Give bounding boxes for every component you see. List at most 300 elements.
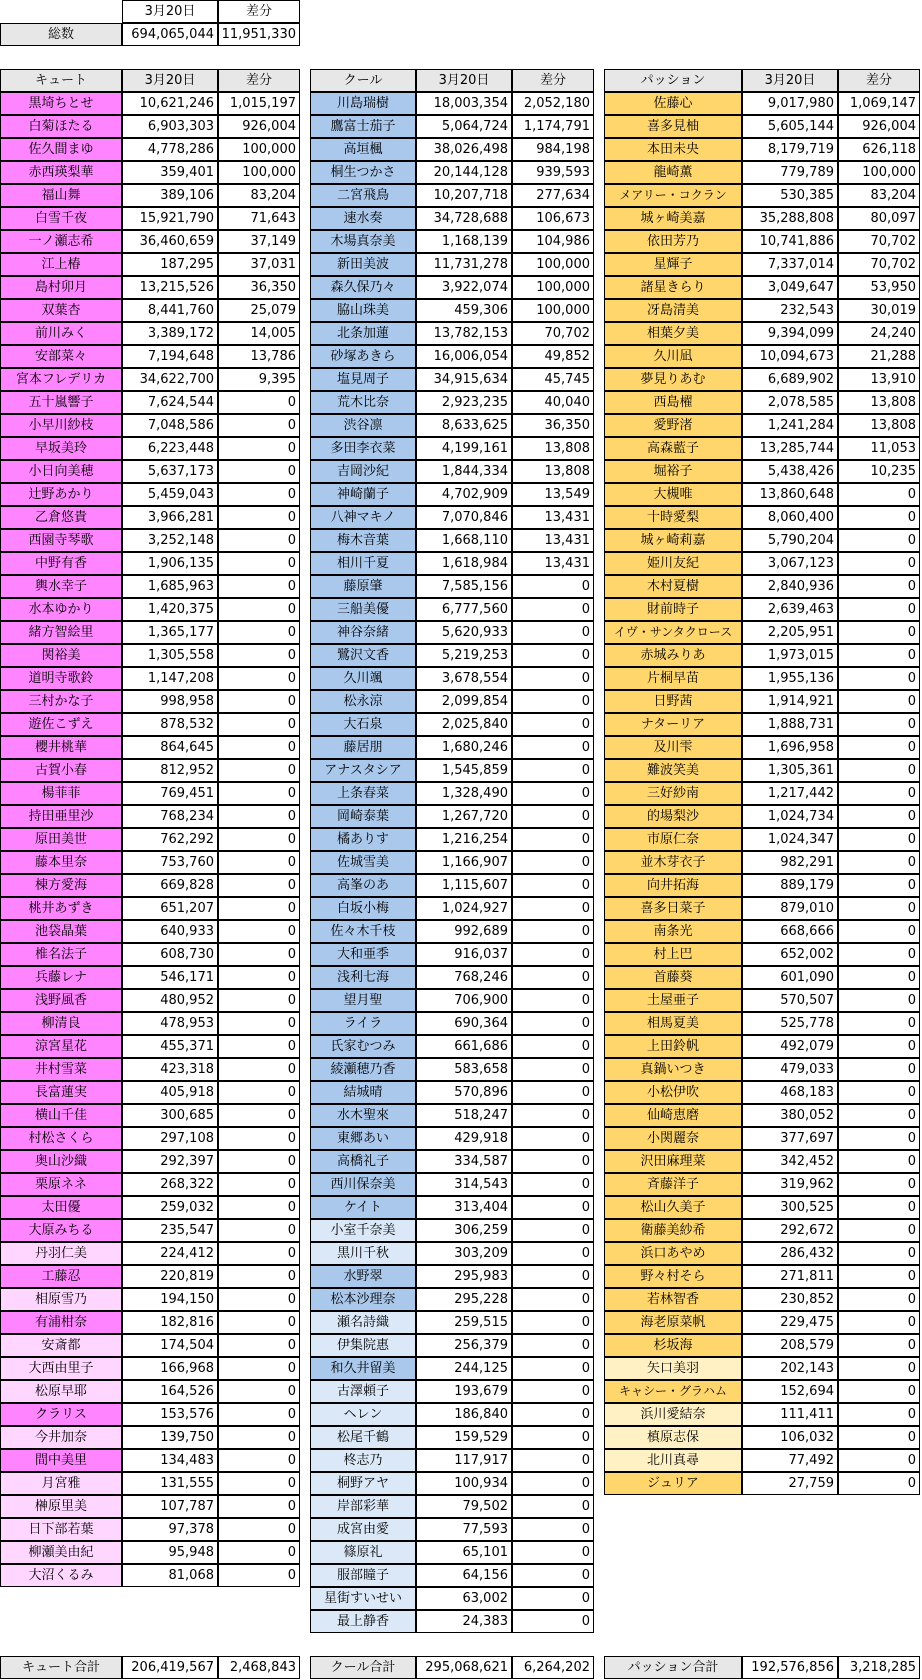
cute-date-header[interactable]: 3月20日 xyxy=(122,69,218,92)
cool-diff-cell[interactable]: 0 xyxy=(512,1265,594,1288)
passion-idol-name-cell[interactable]: キャシー・グラハム xyxy=(604,1380,742,1403)
cute-diff-cell[interactable]: 0 xyxy=(218,460,300,483)
cool-idol-name-cell[interactable]: 八神マキノ xyxy=(310,506,416,529)
cool-idol-name-cell[interactable]: 氏家むつみ xyxy=(310,1035,416,1058)
cute-value-cell[interactable]: 5,637,173 xyxy=(122,460,218,483)
cute-idol-name-cell[interactable]: 宮本フレデリカ xyxy=(0,368,122,391)
cute-idol-name-cell[interactable]: 関裕美 xyxy=(0,644,122,667)
passion-value-cell[interactable]: 1,888,731 xyxy=(742,713,838,736)
cute-idol-name-cell[interactable]: 奥山沙織 xyxy=(0,1150,122,1173)
cool-diff-cell[interactable]: 984,198 xyxy=(512,138,594,161)
cute-idol-name-cell[interactable]: 楊菲菲 xyxy=(0,782,122,805)
grand-total-value[interactable]: 694,065,044 xyxy=(122,23,218,46)
cute-diff-cell[interactable]: 14,005 xyxy=(218,322,300,345)
cute-idol-name-cell[interactable]: 日下部若葉 xyxy=(0,1518,122,1541)
passion-idol-name-cell[interactable]: 本田未央 xyxy=(604,138,742,161)
passion-diff-cell[interactable]: 0 xyxy=(838,598,920,621)
cool-diff-cell[interactable]: 0 xyxy=(512,1610,594,1633)
cute-value-cell[interactable]: 405,918 xyxy=(122,1081,218,1104)
passion-idol-name-cell[interactable]: イヴ・サンタクロース xyxy=(604,621,742,644)
passion-idol-name-cell[interactable]: 赤城みりあ xyxy=(604,644,742,667)
cute-diff-cell[interactable]: 0 xyxy=(218,966,300,989)
cool-value-cell[interactable]: 3,922,074 xyxy=(416,276,512,299)
passion-value-cell[interactable]: 1,217,442 xyxy=(742,782,838,805)
cool-value-cell[interactable]: 18,003,354 xyxy=(416,92,512,115)
passion-idol-name-cell[interactable]: 海老原菜帆 xyxy=(604,1311,742,1334)
passion-idol-name-cell[interactable]: 土屋亜子 xyxy=(604,989,742,1012)
cool-diff-cell[interactable]: 0 xyxy=(512,989,594,1012)
passion-value-cell[interactable]: 2,205,951 xyxy=(742,621,838,644)
cute-diff-cell[interactable]: 0 xyxy=(218,1288,300,1311)
cool-value-cell[interactable]: 7,585,156 xyxy=(416,575,512,598)
cute-value-cell[interactable]: 6,903,303 xyxy=(122,115,218,138)
cute-diff-cell[interactable]: 0 xyxy=(218,1081,300,1104)
cute-idol-name-cell[interactable]: 横山千佳 xyxy=(0,1104,122,1127)
cool-total-value[interactable]: 295,068,621 xyxy=(416,1656,512,1679)
cool-diff-cell[interactable]: 0 xyxy=(512,874,594,897)
cute-diff-cell[interactable]: 0 xyxy=(218,391,300,414)
cute-value-cell[interactable]: 651,207 xyxy=(122,897,218,920)
cool-diff-cell[interactable]: 0 xyxy=(512,966,594,989)
cute-value-cell[interactable]: 998,958 xyxy=(122,690,218,713)
passion-idol-name-cell[interactable]: 斉藤洋子 xyxy=(604,1173,742,1196)
cute-idol-name-cell[interactable]: 月宮雅 xyxy=(0,1472,122,1495)
passion-diff-cell[interactable]: 0 xyxy=(838,1311,920,1334)
passion-diff-cell[interactable]: 11,053 xyxy=(838,437,920,460)
passion-idol-name-cell[interactable]: 財前時子 xyxy=(604,598,742,621)
cute-idol-name-cell[interactable]: 丹羽仁美 xyxy=(0,1242,122,1265)
cool-diff-cell[interactable]: 0 xyxy=(512,1472,594,1495)
cool-idol-name-cell[interactable]: 橘ありす xyxy=(310,828,416,851)
cool-idol-name-cell[interactable]: 上条春菜 xyxy=(310,782,416,805)
cute-value-cell[interactable]: 389,106 xyxy=(122,184,218,207)
cool-value-cell[interactable]: 1,168,139 xyxy=(416,230,512,253)
passion-idol-name-cell[interactable]: 真鍋いつき xyxy=(604,1058,742,1081)
cool-value-cell[interactable]: 518,247 xyxy=(416,1104,512,1127)
cute-value-cell[interactable]: 194,150 xyxy=(122,1288,218,1311)
passion-value-cell[interactable]: 525,778 xyxy=(742,1012,838,1035)
cool-value-cell[interactable]: 1,545,859 xyxy=(416,759,512,782)
cool-diff-cell[interactable]: 0 xyxy=(512,713,594,736)
cute-value-cell[interactable]: 812,952 xyxy=(122,759,218,782)
cool-idol-name-cell[interactable]: 大和亜季 xyxy=(310,943,416,966)
passion-diff-cell[interactable]: 0 xyxy=(838,1472,920,1495)
cool-idol-name-cell[interactable]: 北条加蓮 xyxy=(310,322,416,345)
cute-diff-cell[interactable]: 1,015,197 xyxy=(218,92,300,115)
cool-diff-cell[interactable]: 100,000 xyxy=(512,276,594,299)
cool-idol-name-cell[interactable]: 高橋礼子 xyxy=(310,1150,416,1173)
cute-idol-name-cell[interactable]: 椎名法子 xyxy=(0,943,122,966)
passion-idol-name-cell[interactable]: 日野茜 xyxy=(604,690,742,713)
passion-idol-name-cell[interactable]: 城ヶ崎美嘉 xyxy=(604,207,742,230)
cool-diff-cell[interactable]: 0 xyxy=(512,736,594,759)
passion-value-cell[interactable]: 3,067,123 xyxy=(742,552,838,575)
passion-idol-name-cell[interactable]: 並木芽衣子 xyxy=(604,851,742,874)
cute-diff-cell[interactable]: 13,786 xyxy=(218,345,300,368)
cute-idol-name-cell[interactable]: 前川みく xyxy=(0,322,122,345)
cute-idol-name-cell[interactable]: 輿水幸子 xyxy=(0,575,122,598)
cool-value-cell[interactable]: 768,246 xyxy=(416,966,512,989)
cool-diff-cell[interactable]: 0 xyxy=(512,598,594,621)
passion-diff-cell[interactable]: 0 xyxy=(838,943,920,966)
cute-idol-name-cell[interactable]: 安斎都 xyxy=(0,1334,122,1357)
cute-idol-name-cell[interactable]: 双葉杏 xyxy=(0,299,122,322)
cute-diff-cell[interactable]: 0 xyxy=(218,805,300,828)
passion-value-cell[interactable]: 152,694 xyxy=(742,1380,838,1403)
passion-diff-cell[interactable]: 70,702 xyxy=(838,230,920,253)
cool-value-cell[interactable]: 295,228 xyxy=(416,1288,512,1311)
cute-value-cell[interactable]: 297,108 xyxy=(122,1127,218,1150)
passion-idol-name-cell[interactable]: 相馬夏美 xyxy=(604,1012,742,1035)
passion-diff-cell[interactable]: 13,808 xyxy=(838,414,920,437)
cute-idol-name-cell[interactable]: 早坂美玲 xyxy=(0,437,122,460)
cute-diff-cell[interactable]: 0 xyxy=(218,1357,300,1380)
cute-idol-name-cell[interactable]: 原田美世 xyxy=(0,828,122,851)
cute-idol-name-cell[interactable]: 榊原里美 xyxy=(0,1495,122,1518)
passion-diff-cell[interactable]: 0 xyxy=(838,644,920,667)
cute-idol-name-cell[interactable]: 小早川紗枝 xyxy=(0,414,122,437)
passion-idol-name-cell[interactable]: 片桐早苗 xyxy=(604,667,742,690)
cool-idol-name-cell[interactable]: 佐城雪美 xyxy=(310,851,416,874)
cute-value-cell[interactable]: 95,948 xyxy=(122,1541,218,1564)
cute-diff-cell[interactable]: 0 xyxy=(218,621,300,644)
cute-diff-cell[interactable]: 0 xyxy=(218,506,300,529)
cute-idol-name-cell[interactable]: 有浦柑奈 xyxy=(0,1311,122,1334)
cute-value-cell[interactable]: 8,441,760 xyxy=(122,299,218,322)
cute-diff-cell[interactable]: 0 xyxy=(218,1311,300,1334)
cool-idol-name-cell[interactable]: 松永涼 xyxy=(310,690,416,713)
cool-diff-cell[interactable]: 0 xyxy=(512,1380,594,1403)
cute-value-cell[interactable]: 480,952 xyxy=(122,989,218,1012)
passion-value-cell[interactable]: 10,741,886 xyxy=(742,230,838,253)
cute-diff-cell[interactable]: 9,395 xyxy=(218,368,300,391)
passion-diff-cell[interactable]: 100,000 xyxy=(838,161,920,184)
cool-value-cell[interactable]: 1,024,927 xyxy=(416,897,512,920)
passion-idol-name-cell[interactable]: 久川凪 xyxy=(604,345,742,368)
passion-diff-cell[interactable]: 0 xyxy=(838,989,920,1012)
cool-value-cell[interactable]: 1,115,607 xyxy=(416,874,512,897)
cute-value-cell[interactable]: 13,215,526 xyxy=(122,276,218,299)
passion-idol-name-cell[interactable]: 市原仁奈 xyxy=(604,828,742,851)
passion-idol-name-cell[interactable]: 喜多日菜子 xyxy=(604,897,742,920)
cute-idol-name-cell[interactable]: 遊佐こずえ xyxy=(0,713,122,736)
cool-value-cell[interactable]: 20,144,128 xyxy=(416,161,512,184)
passion-date-header[interactable]: 3月20日 xyxy=(742,69,838,92)
passion-idol-name-cell[interactable]: 北川真尋 xyxy=(604,1449,742,1472)
passion-value-cell[interactable]: 286,432 xyxy=(742,1242,838,1265)
cute-idol-name-cell[interactable]: 水本ゆかり xyxy=(0,598,122,621)
cute-idol-name-cell[interactable]: 間中美里 xyxy=(0,1449,122,1472)
cute-idol-name-cell[interactable]: 長富蓮実 xyxy=(0,1081,122,1104)
cool-value-cell[interactable]: 77,593 xyxy=(416,1518,512,1541)
cool-diff-cell[interactable]: 0 xyxy=(512,1334,594,1357)
cool-diff-cell[interactable]: 0 xyxy=(512,1219,594,1242)
cool-value-cell[interactable]: 6,777,560 xyxy=(416,598,512,621)
cool-diff-cell[interactable]: 0 xyxy=(512,1081,594,1104)
cool-diff-cell[interactable]: 13,808 xyxy=(512,460,594,483)
cool-diff-cell[interactable]: 0 xyxy=(512,1288,594,1311)
cool-idol-name-cell[interactable]: 岡崎泰葉 xyxy=(310,805,416,828)
passion-diff-cell[interactable]: 0 xyxy=(838,1035,920,1058)
cute-value-cell[interactable]: 97,378 xyxy=(122,1518,218,1541)
cute-diff-cell[interactable]: 0 xyxy=(218,1104,300,1127)
cool-diff-cell[interactable]: 0 xyxy=(512,1242,594,1265)
cute-value-cell[interactable]: 3,966,281 xyxy=(122,506,218,529)
cute-value-cell[interactable]: 768,234 xyxy=(122,805,218,828)
passion-idol-name-cell[interactable]: 槙原志保 xyxy=(604,1426,742,1449)
cute-diff-cell[interactable]: 0 xyxy=(218,437,300,460)
cool-idol-name-cell[interactable]: 佐々木千枝 xyxy=(310,920,416,943)
cute-value-cell[interactable]: 153,576 xyxy=(122,1403,218,1426)
cute-value-cell[interactable]: 1,147,208 xyxy=(122,667,218,690)
passion-value-cell[interactable]: 1,914,921 xyxy=(742,690,838,713)
cool-diff-cell[interactable]: 0 xyxy=(512,920,594,943)
cool-diff-cell[interactable]: 0 xyxy=(512,1150,594,1173)
cute-diff-cell[interactable]: 25,079 xyxy=(218,299,300,322)
passion-diff-cell[interactable]: 21,288 xyxy=(838,345,920,368)
cute-value-cell[interactable]: 1,420,375 xyxy=(122,598,218,621)
passion-diff-cell[interactable]: 70,702 xyxy=(838,253,920,276)
passion-value-cell[interactable]: 479,033 xyxy=(742,1058,838,1081)
cool-total-diff[interactable]: 6,264,202 xyxy=(512,1656,594,1679)
passion-idol-name-cell[interactable]: 野々村そら xyxy=(604,1265,742,1288)
cute-idol-name-cell[interactable]: 乙倉悠貴 xyxy=(0,506,122,529)
cool-diff-cell[interactable]: 0 xyxy=(512,1541,594,1564)
cute-value-cell[interactable]: 300,685 xyxy=(122,1104,218,1127)
passion-value-cell[interactable]: 601,090 xyxy=(742,966,838,989)
cute-idol-name-cell[interactable]: 大西由里子 xyxy=(0,1357,122,1380)
cool-title[interactable]: クール xyxy=(310,69,416,92)
cool-idol-name-cell[interactable]: 柊志乃 xyxy=(310,1449,416,1472)
passion-value-cell[interactable]: 1,305,361 xyxy=(742,759,838,782)
cool-idol-name-cell[interactable]: 鷹富士茄子 xyxy=(310,115,416,138)
passion-value-cell[interactable]: 889,179 xyxy=(742,874,838,897)
cute-value-cell[interactable]: 174,504 xyxy=(122,1334,218,1357)
cool-idol-name-cell[interactable]: 神崎蘭子 xyxy=(310,483,416,506)
passion-diff-cell[interactable]: 0 xyxy=(838,713,920,736)
cute-diff-cell[interactable]: 0 xyxy=(218,1426,300,1449)
cool-idol-name-cell[interactable]: 水木聖來 xyxy=(310,1104,416,1127)
cool-diff-cell[interactable]: 100,000 xyxy=(512,253,594,276)
passion-diff-cell[interactable]: 0 xyxy=(838,1265,920,1288)
cool-value-cell[interactable]: 64,156 xyxy=(416,1564,512,1587)
passion-idol-name-cell[interactable]: 浜川愛結奈 xyxy=(604,1403,742,1426)
cool-idol-name-cell[interactable]: 脇山珠美 xyxy=(310,299,416,322)
cool-diff-cell[interactable]: 0 xyxy=(512,1518,594,1541)
cute-diff-cell[interactable]: 0 xyxy=(218,1334,300,1357)
cute-diff-cell[interactable]: 0 xyxy=(218,1012,300,1035)
passion-value-cell[interactable]: 35,288,808 xyxy=(742,207,838,230)
passion-diff-cell[interactable]: 0 xyxy=(838,1357,920,1380)
cute-diff-cell[interactable]: 0 xyxy=(218,1265,300,1288)
cute-idol-name-cell[interactable]: 辻野あかり xyxy=(0,483,122,506)
cute-value-cell[interactable]: 608,730 xyxy=(122,943,218,966)
cute-idol-name-cell[interactable]: 一ノ瀬志希 xyxy=(0,230,122,253)
passion-diff-cell[interactable]: 53,950 xyxy=(838,276,920,299)
passion-idol-name-cell[interactable]: 難波笑美 xyxy=(604,759,742,782)
cute-diff-cell[interactable]: 0 xyxy=(218,874,300,897)
cool-idol-name-cell[interactable]: 結城晴 xyxy=(310,1081,416,1104)
cute-value-cell[interactable]: 669,828 xyxy=(122,874,218,897)
passion-value-cell[interactable]: 2,078,585 xyxy=(742,391,838,414)
cool-value-cell[interactable]: 65,101 xyxy=(416,1541,512,1564)
cool-diff-cell[interactable]: 40,040 xyxy=(512,391,594,414)
cute-diff-cell[interactable]: 0 xyxy=(218,1472,300,1495)
summary-date-header[interactable]: 3月20日 xyxy=(122,0,218,23)
cool-value-cell[interactable]: 1,328,490 xyxy=(416,782,512,805)
passion-value-cell[interactable]: 292,672 xyxy=(742,1219,838,1242)
cool-diff-cell[interactable]: 0 xyxy=(512,943,594,966)
cool-idol-name-cell[interactable]: 多田李衣菜 xyxy=(310,437,416,460)
cool-value-cell[interactable]: 100,934 xyxy=(416,1472,512,1495)
cool-diff-cell[interactable]: 1,174,791 xyxy=(512,115,594,138)
passion-diff-cell[interactable]: 1,069,147 xyxy=(838,92,920,115)
passion-idol-name-cell[interactable]: 矢口美羽 xyxy=(604,1357,742,1380)
passion-value-cell[interactable]: 1,024,734 xyxy=(742,805,838,828)
cool-idol-name-cell[interactable]: 古澤頼子 xyxy=(310,1380,416,1403)
cute-idol-name-cell[interactable]: 持田亜里沙 xyxy=(0,805,122,828)
cool-idol-name-cell[interactable]: 木場真奈美 xyxy=(310,230,416,253)
cute-idol-name-cell[interactable]: 工藤忍 xyxy=(0,1265,122,1288)
cute-value-cell[interactable]: 1,906,135 xyxy=(122,552,218,575)
cute-diff-cell[interactable]: 37,149 xyxy=(218,230,300,253)
cute-value-cell[interactable]: 3,389,172 xyxy=(122,322,218,345)
cool-value-cell[interactable]: 193,679 xyxy=(416,1380,512,1403)
passion-value-cell[interactable]: 1,955,136 xyxy=(742,667,838,690)
cute-value-cell[interactable]: 235,547 xyxy=(122,1219,218,1242)
passion-diff-cell[interactable]: 0 xyxy=(838,1449,920,1472)
passion-idol-name-cell[interactable]: 沢田麻理菜 xyxy=(604,1150,742,1173)
cute-idol-name-cell[interactable]: 松原早耶 xyxy=(0,1380,122,1403)
passion-diff-cell[interactable]: 0 xyxy=(838,1150,920,1173)
cool-idol-name-cell[interactable]: 西川保奈美 xyxy=(310,1173,416,1196)
cool-diff-cell[interactable]: 0 xyxy=(512,575,594,598)
passion-diff-cell[interactable]: 0 xyxy=(838,1012,920,1035)
passion-diff-cell[interactable]: 0 xyxy=(838,621,920,644)
cool-value-cell[interactable]: 1,668,110 xyxy=(416,529,512,552)
cute-diff-header[interactable]: 差分 xyxy=(218,69,300,92)
passion-diff-header[interactable]: 差分 xyxy=(838,69,920,92)
passion-value-cell[interactable]: 1,973,015 xyxy=(742,644,838,667)
cute-idol-name-cell[interactable]: 西園寺琴歌 xyxy=(0,529,122,552)
cute-diff-cell[interactable]: 0 xyxy=(218,1380,300,1403)
cool-value-cell[interactable]: 313,404 xyxy=(416,1196,512,1219)
cute-diff-cell[interactable]: 0 xyxy=(218,1449,300,1472)
cute-value-cell[interactable]: 640,933 xyxy=(122,920,218,943)
cute-idol-name-cell[interactable]: 涼宮星花 xyxy=(0,1035,122,1058)
cool-value-cell[interactable]: 334,587 xyxy=(416,1150,512,1173)
cute-idol-name-cell[interactable]: 白雪千夜 xyxy=(0,207,122,230)
passion-diff-cell[interactable]: 0 xyxy=(838,690,920,713)
cool-value-cell[interactable]: 1,166,907 xyxy=(416,851,512,874)
passion-diff-cell[interactable]: 0 xyxy=(838,966,920,989)
passion-diff-cell[interactable]: 0 xyxy=(838,1127,920,1150)
cool-value-cell[interactable]: 13,782,153 xyxy=(416,322,512,345)
cute-idol-name-cell[interactable]: 黒埼ちとせ xyxy=(0,92,122,115)
cute-diff-cell[interactable]: 0 xyxy=(218,1403,300,1426)
passion-diff-cell[interactable]: 24,240 xyxy=(838,322,920,345)
cute-total-diff[interactable]: 2,468,843 xyxy=(218,1656,300,1679)
cute-value-cell[interactable]: 164,526 xyxy=(122,1380,218,1403)
cool-idol-name-cell[interactable]: 瀬名詩織 xyxy=(310,1311,416,1334)
cool-value-cell[interactable]: 5,219,253 xyxy=(416,644,512,667)
passion-value-cell[interactable]: 982,291 xyxy=(742,851,838,874)
cute-diff-cell[interactable]: 0 xyxy=(218,1564,300,1587)
passion-value-cell[interactable]: 27,759 xyxy=(742,1472,838,1495)
cool-idol-name-cell[interactable]: 梅木音葉 xyxy=(310,529,416,552)
cute-value-cell[interactable]: 769,451 xyxy=(122,782,218,805)
cool-diff-cell[interactable]: 0 xyxy=(512,1196,594,1219)
cool-diff-cell[interactable]: 49,852 xyxy=(512,345,594,368)
passion-value-cell[interactable]: 13,860,648 xyxy=(742,483,838,506)
cute-diff-cell[interactable]: 0 xyxy=(218,759,300,782)
cute-value-cell[interactable]: 224,412 xyxy=(122,1242,218,1265)
cool-idol-name-cell[interactable]: 鷺沢文香 xyxy=(310,644,416,667)
cute-value-cell[interactable]: 4,778,286 xyxy=(122,138,218,161)
passion-idol-name-cell[interactable]: 木村夏樹 xyxy=(604,575,742,598)
cool-diff-cell[interactable]: 0 xyxy=(512,1426,594,1449)
cool-idol-name-cell[interactable]: 久川颯 xyxy=(310,667,416,690)
passion-total-value[interactable]: 192,576,856 xyxy=(742,1656,838,1679)
cool-diff-cell[interactable]: 277,634 xyxy=(512,184,594,207)
cool-idol-name-cell[interactable]: 松本沙理奈 xyxy=(310,1288,416,1311)
cute-diff-cell[interactable]: 0 xyxy=(218,414,300,437)
cool-idol-name-cell[interactable]: 三船美優 xyxy=(310,598,416,621)
cool-value-cell[interactable]: 244,125 xyxy=(416,1357,512,1380)
cute-idol-name-cell[interactable]: 緒方智絵里 xyxy=(0,621,122,644)
cool-diff-cell[interactable]: 0 xyxy=(512,667,594,690)
cute-diff-cell[interactable]: 0 xyxy=(218,575,300,598)
passion-value-cell[interactable]: 342,452 xyxy=(742,1150,838,1173)
passion-idol-name-cell[interactable]: 依田芳乃 xyxy=(604,230,742,253)
cute-idol-name-cell[interactable]: 柳瀬美由紀 xyxy=(0,1541,122,1564)
passion-value-cell[interactable]: 10,094,673 xyxy=(742,345,838,368)
grand-total-diff[interactable]: 11,951,330 xyxy=(218,23,300,46)
cool-value-cell[interactable]: 259,515 xyxy=(416,1311,512,1334)
passion-value-cell[interactable]: 208,579 xyxy=(742,1334,838,1357)
cool-value-cell[interactable]: 16,006,054 xyxy=(416,345,512,368)
cute-idol-name-cell[interactable]: 佐久間まゆ xyxy=(0,138,122,161)
cute-idol-name-cell[interactable]: 五十嵐響子 xyxy=(0,391,122,414)
passion-diff-cell[interactable]: 30,019 xyxy=(838,299,920,322)
grand-total-label[interactable]: 総数 xyxy=(0,23,122,46)
cool-value-cell[interactable]: 314,543 xyxy=(416,1173,512,1196)
cool-idol-name-cell[interactable]: 吉岡沙紀 xyxy=(310,460,416,483)
cute-idol-name-cell[interactable]: 江上椿 xyxy=(0,253,122,276)
cute-idol-name-cell[interactable]: 三村かな子 xyxy=(0,690,122,713)
passion-value-cell[interactable]: 668,666 xyxy=(742,920,838,943)
cool-diff-cell[interactable]: 0 xyxy=(512,690,594,713)
cool-diff-cell[interactable]: 70,702 xyxy=(512,322,594,345)
cute-value-cell[interactable]: 139,750 xyxy=(122,1426,218,1449)
cool-value-cell[interactable]: 7,070,846 xyxy=(416,506,512,529)
cute-idol-name-cell[interactable]: 浅野風香 xyxy=(0,989,122,1012)
cool-diff-cell[interactable]: 0 xyxy=(512,1058,594,1081)
cute-value-cell[interactable]: 7,194,648 xyxy=(122,345,218,368)
cool-value-cell[interactable]: 570,896 xyxy=(416,1081,512,1104)
passion-value-cell[interactable]: 230,852 xyxy=(742,1288,838,1311)
passion-diff-cell[interactable]: 0 xyxy=(838,575,920,598)
passion-idol-name-cell[interactable]: 城ヶ崎莉嘉 xyxy=(604,529,742,552)
passion-idol-name-cell[interactable]: 小松伊吹 xyxy=(604,1081,742,1104)
cool-diff-cell[interactable]: 0 xyxy=(512,644,594,667)
passion-idol-name-cell[interactable]: 浜口あやめ xyxy=(604,1242,742,1265)
cool-diff-cell[interactable]: 0 xyxy=(512,1449,594,1472)
cool-value-cell[interactable]: 916,037 xyxy=(416,943,512,966)
cute-value-cell[interactable]: 182,816 xyxy=(122,1311,218,1334)
cute-idol-name-cell[interactable]: 白菊ほたる xyxy=(0,115,122,138)
cute-diff-cell[interactable]: 0 xyxy=(218,644,300,667)
